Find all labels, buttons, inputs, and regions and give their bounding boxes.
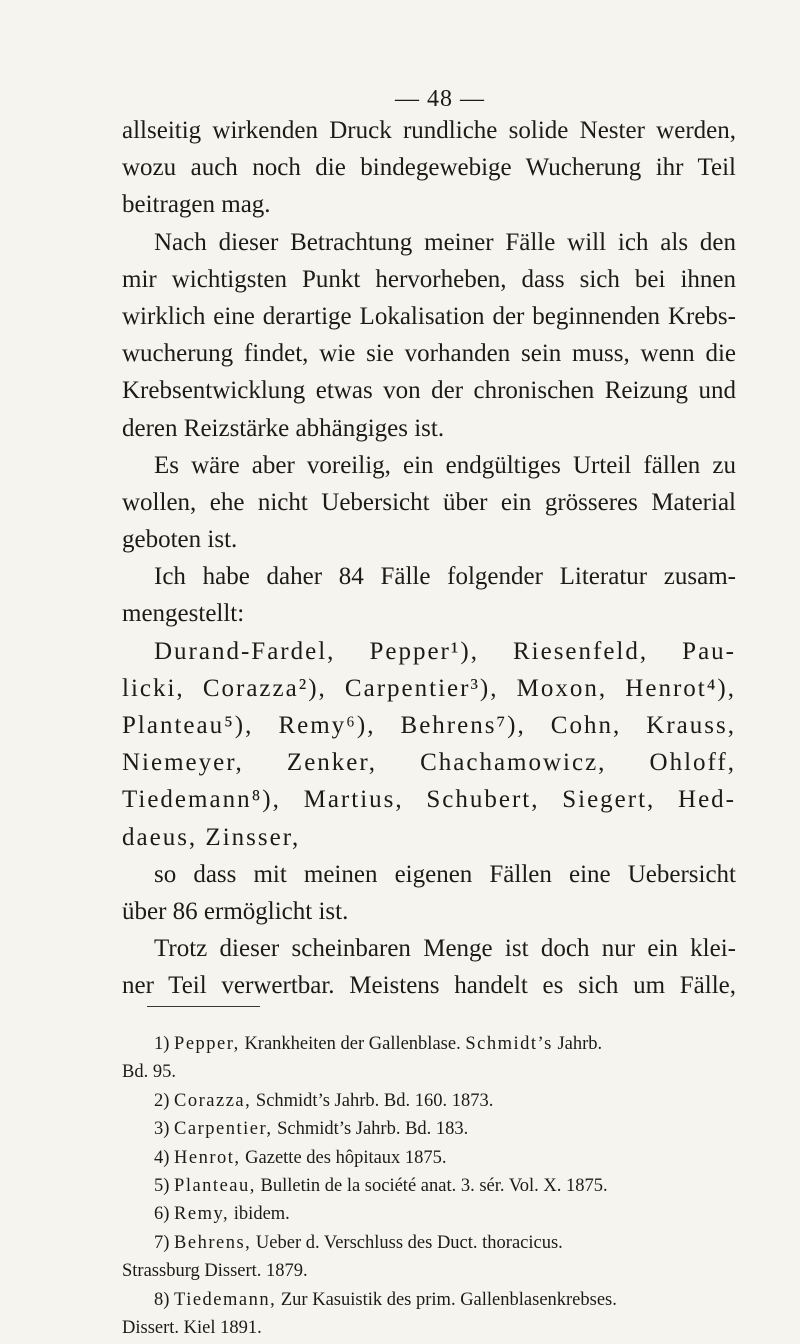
text-line: über 86 ermöglicht ist. bbox=[122, 897, 349, 925]
text-line: Krebsentwicklung etwas von der chronischen Reizung und bbox=[122, 377, 736, 405]
footnote bbox=[122, 1172, 736, 1200]
text-line: geboten ist. bbox=[122, 526, 238, 554]
text-line: so dass mit meinen eigenen Fällen eine Uebersicht bbox=[154, 860, 736, 888]
text-line: Ich habe daher 84 Fälle folgender Literatur zusam- bbox=[154, 563, 736, 591]
footnote-author: Corazza, bbox=[174, 1090, 252, 1111]
footnote-num: 2) bbox=[154, 1090, 170, 1111]
body-text bbox=[122, 112, 736, 1005]
footnote-rest: Schmidt’s Jahrb. Bd. 183. bbox=[277, 1119, 469, 1140]
footnote-author: Behrens, bbox=[174, 1232, 252, 1253]
text-line: Trotz dieser scheinbaren Menge ist doch nur ein klei- bbox=[154, 935, 736, 963]
footnote-rest: Gazette des hôpitaux 1875. bbox=[245, 1147, 447, 1168]
footnote-extra-author: Schmidt’s bbox=[465, 1034, 553, 1054]
footnote-num: 6) bbox=[154, 1204, 170, 1225]
text-line: allseitig wirkenden Druck rundliche solide Nester werden, bbox=[122, 117, 736, 144]
footnote bbox=[122, 1229, 736, 1257]
footnote-author: Henrot, bbox=[174, 1147, 241, 1168]
footnotes bbox=[122, 1030, 736, 1342]
text-line: deren Reizstärke abhängiges ist. bbox=[122, 414, 445, 442]
footnote-rest: Ueber d. Verschluss des Duct. thoracicus. bbox=[255, 1232, 563, 1253]
footnote-num: 1) bbox=[154, 1034, 170, 1054]
text-line: licki, Corazza²), Carpentier³), Moxon, Henrot⁴), bbox=[122, 674, 736, 702]
text-line: mengestellt: bbox=[122, 600, 245, 628]
footnote-num: 5) bbox=[154, 1175, 170, 1196]
footnote bbox=[122, 1144, 736, 1172]
footnote-num: 7) bbox=[154, 1232, 170, 1253]
footnote-author: Carpentier, bbox=[174, 1119, 273, 1140]
text-line: Planteau⁵), Remy⁶), Behrens⁷), Cohn, Krauss, bbox=[122, 712, 736, 739]
footnote-continuation: Dissert. Kiel 1891. bbox=[122, 1317, 262, 1338]
footnote-extra-rest: Jahrb. bbox=[557, 1034, 603, 1054]
text-line: mir wichtigsten Punkt hervorheben, dass sich bei ihnen bbox=[122, 265, 736, 293]
text-line: Tiedemann⁸), Martius, Schubert, Siegert, Hed- bbox=[122, 786, 736, 814]
footnote-num: 3) bbox=[154, 1119, 170, 1140]
footnote-rest: ibidem. bbox=[233, 1204, 290, 1225]
text-line: wollen, ehe nicht Uebersicht über ein grösseres Material bbox=[122, 488, 736, 516]
text-line: daeus, Zinsser, bbox=[122, 823, 301, 851]
footnote-separator bbox=[147, 1006, 260, 1007]
footnote-author: Tiedemann, bbox=[174, 1289, 277, 1310]
footnote-rest: Krankheiten der Gallenblase. bbox=[244, 1034, 461, 1054]
footnote-continuation: Strassburg Dissert. 1879. bbox=[122, 1261, 308, 1282]
text-line: Durand-Fardel, Pepper¹), Riesenfeld, Pau- bbox=[154, 637, 736, 665]
footnote bbox=[122, 1087, 736, 1115]
footnote bbox=[122, 1200, 736, 1228]
footnote-rest: Zur Kasuistik des prim. Gallenblasenkrebses. bbox=[280, 1289, 617, 1310]
footnote bbox=[122, 1115, 736, 1143]
text-line: ner Teil verwertbar. Meistens handelt es sich um Fälle, bbox=[122, 972, 736, 1000]
text-line: Nach dieser Betrachtung meiner Fälle will ich als den bbox=[154, 228, 736, 256]
text-line: wozu auch noch die bindegewebige Wucherung ihr Teil bbox=[122, 154, 736, 182]
footnote-author: Remy, bbox=[174, 1204, 230, 1225]
text-line: wirklich eine derartige Lokalisation der beginnenden Krebs- bbox=[122, 302, 736, 330]
footnote bbox=[122, 1030, 736, 1058]
footnote-author: Planteau, bbox=[174, 1175, 256, 1196]
text-line: beitragen mag. bbox=[122, 191, 271, 219]
page-number: — 48 — bbox=[395, 86, 485, 112]
footnote bbox=[122, 1286, 736, 1314]
footnote-num: 8) bbox=[154, 1289, 170, 1310]
footnote-num: 4) bbox=[154, 1147, 170, 1168]
text-line: Niemeyer, Zenker, Chachamowicz, Ohloff, bbox=[122, 749, 736, 777]
footnote-rest: Schmidt’s Jahrb. Bd. 160. 1873. bbox=[255, 1090, 494, 1111]
footnote-rest: Bulletin de la société anat. 3. sér. Vol. X. 1875. bbox=[260, 1175, 608, 1196]
text-line: Es wäre aber voreilig, ein endgültiges Urteil fällen zu bbox=[154, 451, 736, 479]
footnote-author: Pepper, bbox=[174, 1034, 240, 1054]
footnote-continuation: Bd. 95. bbox=[122, 1062, 176, 1083]
text-line: wucherung findet, wie sie vorhanden sein muss, wenn die bbox=[122, 340, 736, 368]
